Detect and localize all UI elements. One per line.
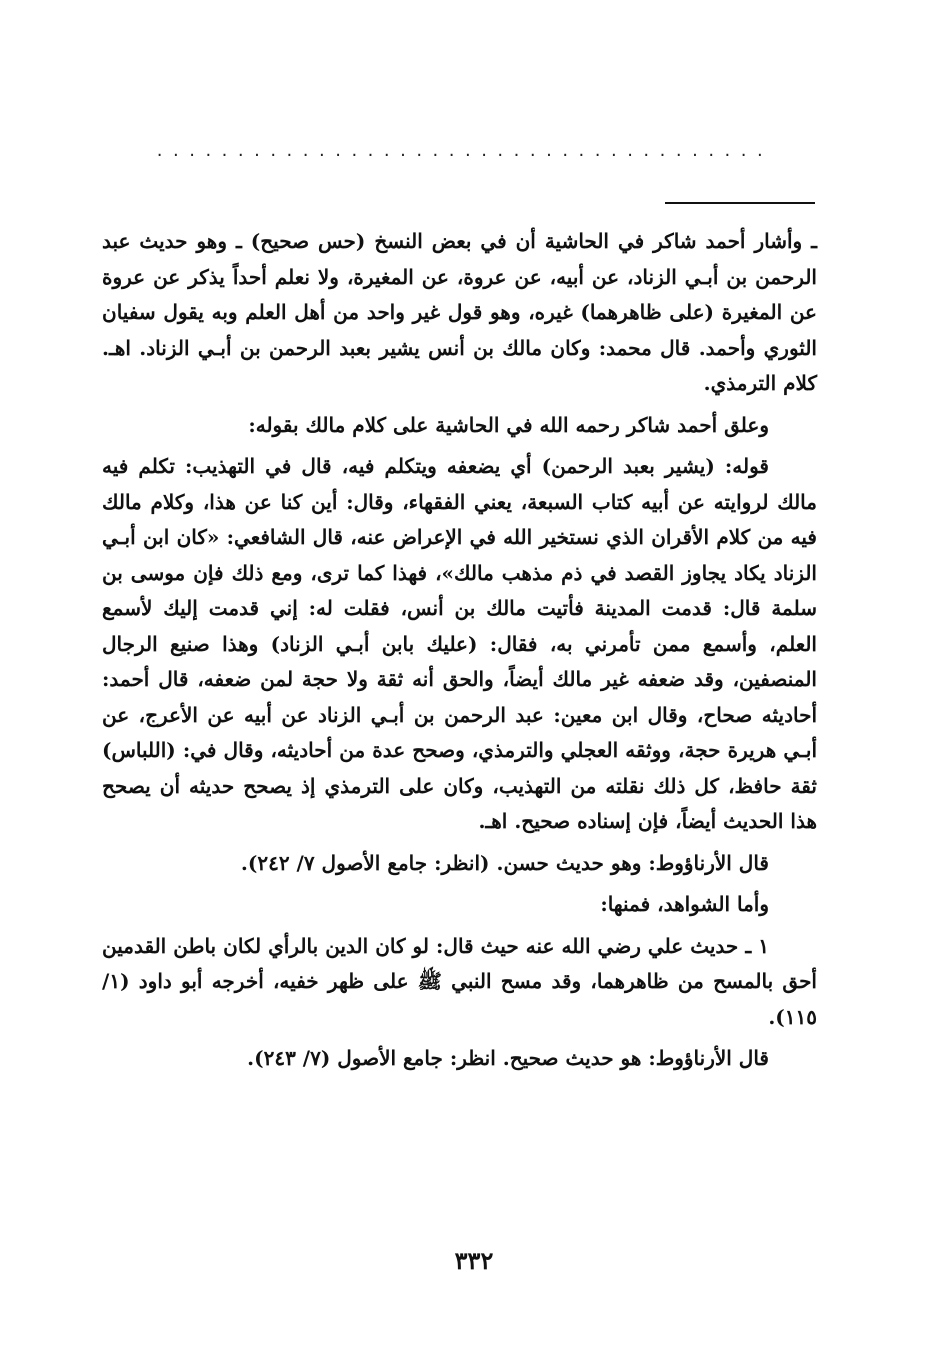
- dotted-separator: ......................................: [156, 140, 774, 160]
- paragraph-shakir-intro: وعلق أحمد شاكر رحمه الله في الحاشية على كلام مالك بقوله:: [248, 412, 769, 437]
- page-number: ٣٣٢: [454, 1246, 494, 1275]
- paragraph-tirmidhi-quote: ـ وأشار أحمد شاكر في الحاشية أن في بعض النسخ (حس صحيح) ـ وهو حديث عبد الرحمن بن أبـي الزناد، عن أبيه، عن عروة، عن المغيرة، ولا نعلم أحداً يذكر عن عروة عن المغيرة (على ظاهرهما) غيره، وهو قول غير واحد من أهل العلم وبه يقول سفيان الثوري وأحمد. قال محمد: وكان مالك بن أنس يشير بعبد الرحمن بن أبـي الزناد. اهـ. كلام الترمذي.: [102, 229, 817, 395]
- paragraph-ali-hadith: ١ ـ حديث علي رضي الله عنه حيث قال: لو كان الدين بالرأي لكان باطن القدمين أحق بالمسح من ظاهرهما، وقد مسح النبي ﷺ على ظهر خفيه، أخرجه أبو داود (١/ ١١٥).: [102, 933, 817, 1029]
- paragraph-shawahid-heading: وأما الشواهد، فمنها:: [600, 892, 769, 916]
- paragraph-shakir-commentary: قوله: (يشير بعبد الرحمن) أي يضعفه ويتكلم فيه، قال في التهذيب: تكلم فيه مالك لروايته عن أبيه كتاب السبعة، يعني الفقهاء، وقال: أين كنا عن هذا، وكلام مالك فيه من كلام الأقران الذي نستخير الله في الإعراض عنه، قال الشافعي: «كان ابن أبـي الزناد يكاد يجاوز القصد في ذم مذهب مالك»، فهذا كما ترى، ومع ذلك فإن موسى بن سلمة قال: قدمت المدينة فأتيت مالك بن أنس، فقلت له: إني قدمت إليك لأسمع العلم، وأسمع ممن تأمرني به، فقال: (عليك بابن أبـي الزناد) وهذا صنيع الرجال المنصفين، وقد ضعفه غير مالك أيضاً، والحق أنه ثقة ولا حجة لمن ضعفه، قال أحمد: أحاديثه صحاح، وقال ابن معين: عبد الرحمن بن أبـي الزناد عن أبيه عن الأعرج، عن أبـي هريرة حجة، ووثقه العجلي والترمذي، وصحح عدة من أحاديثه، وقال في: (اللباس) ثقة حافظ، كل ذلك نقلته من التهذيب، وكان على الترمذي إذ يصحح حديثه أن يصحح هذا الحديث أيضاً، فإن إسناده صحيح. اهـ.: [102, 454, 817, 833]
- paragraph-arnaut-sahih: قال الأرناؤوط: هو حديث صحيح. انظر: جامع الأصول (٧/ ٢٤٣).: [247, 1046, 769, 1070]
- paragraph-arnaut-hasan: قال الأرناؤوط: وهو حديث حسن. (انظر: جامع الأصول ٧/ ٢٤٢).: [240, 850, 769, 875]
- page-body: [102, 224, 817, 1077]
- footnote-rule: [665, 202, 815, 204]
